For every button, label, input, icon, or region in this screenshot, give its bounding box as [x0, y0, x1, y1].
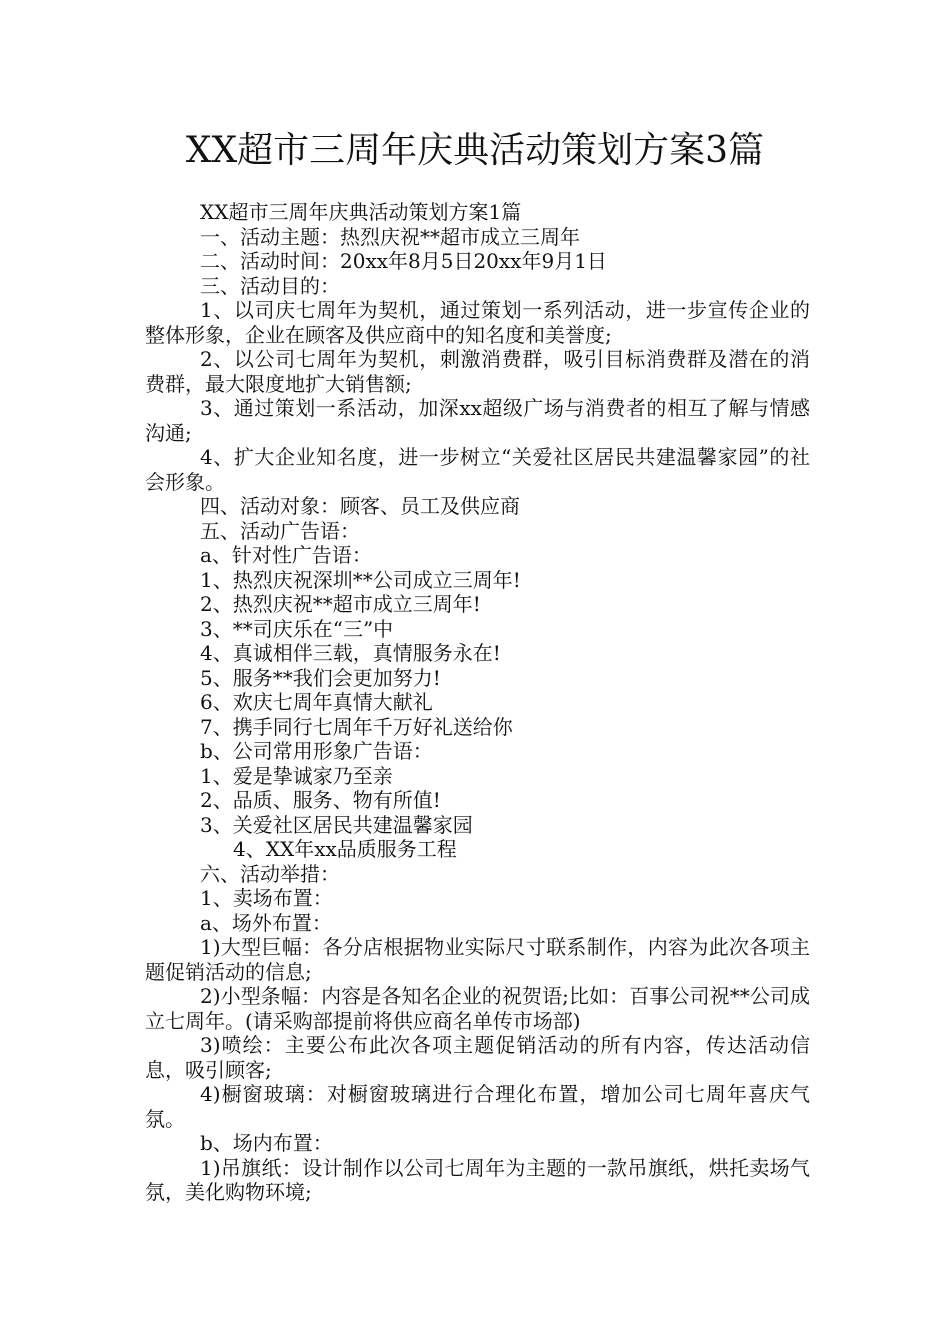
- document-title: XX超市三周年庆典活动策划方案3篇: [185, 130, 765, 171]
- paragraph: 3、通过策划一系活动，加深xx超级广场与消费者的相互了解与情感沟通;: [145, 396, 810, 445]
- paragraph: 一、活动主题：热烈庆祝**超市成立三周年: [200, 224, 580, 249]
- paragraph: 1、以司庆七周年为契机，通过策划一系列活动，进一步宣传企业的整体形象，企业在顾客及供应商中的知名度和美誉度;: [145, 298, 810, 347]
- paragraph: 4、XX年xx品质服务工程: [233, 837, 457, 861]
- paragraph: b、场内布置：: [200, 1131, 333, 1155]
- paragraph: b、公司常用形象广告语：: [200, 739, 433, 763]
- paragraph: 五、活动广告语：: [200, 518, 360, 543]
- paragraph: 1、热烈庆祝深圳**公司成立三周年!: [200, 567, 521, 592]
- paragraph: 1)大型巨幅：各分店根据物业实际尺寸联系制作，内容为此次各项主题促销活动的信息;: [145, 935, 810, 984]
- paragraph: 六、活动举措：: [200, 861, 340, 886]
- paragraph: 1)吊旗纸：设计制作以公司七周年为主题的一款吊旗纸，烘托卖场气氛，美化购物环境;: [145, 1155, 810, 1204]
- paragraph: 7、携手同行七周年千万好礼送给你: [200, 714, 513, 739]
- paragraph: 4)橱窗玻璃：对橱窗玻璃进行合理化布置，增加公司七周年喜庆气氛。: [145, 1082, 810, 1131]
- paragraph: 2、品质、服务、物有所值!: [200, 788, 441, 812]
- paragraph: 1、卖场布置：: [200, 886, 333, 910]
- paragraph: 5、服务**我们会更加努力!: [200, 665, 441, 690]
- paragraph: a、场外布置：: [200, 910, 332, 935]
- paragraph: 3)喷绘：主要公布此次各项主题促销活动的所有内容，传达活动信息，吸引顾客;: [145, 1033, 810, 1082]
- paragraph: a、针对性广告语：: [200, 543, 372, 567]
- paragraph: XX超市三周年庆典活动策划方案1篇: [200, 200, 522, 224]
- paragraph: 三、活动目的：: [200, 273, 340, 298]
- paragraph: 四、活动对象：顾客、员工及供应商: [200, 494, 520, 518]
- paragraph: 2、以公司七周年为契机，刺激消费群，吸引目标消费群及潜在的消费群，最大限度地扩大销售额;: [145, 347, 810, 396]
- paragraph: 4、真诚相伴三载，真情服务永在!: [200, 641, 501, 665]
- paragraph: 6、欢庆七周年真情大献礼: [200, 690, 433, 714]
- paragraph: 3、**司庆乐在“三”中: [200, 616, 394, 641]
- paragraph: 1、爱是挚诚家乃至亲: [200, 763, 393, 788]
- paragraph: 4、扩大企业知名度，进一步树立“关爱社区居民共建温馨家园”的社会形象。: [145, 445, 810, 494]
- document-body: [145, 200, 810, 1205]
- paragraph: 3、关爱社区居民共建温馨家园: [200, 812, 473, 837]
- paragraph: 二、活动时间：20xx年8月5日20xx年9月1日: [200, 249, 607, 273]
- paragraph: 2)小型条幅：内容是各知名企业的祝贺语;比如：百事公司祝**公司成立七周年。(请采购部提前将供应商名单传市场部): [145, 984, 810, 1033]
- paragraph: 2、热烈庆祝**超市成立三周年!: [200, 592, 481, 616]
